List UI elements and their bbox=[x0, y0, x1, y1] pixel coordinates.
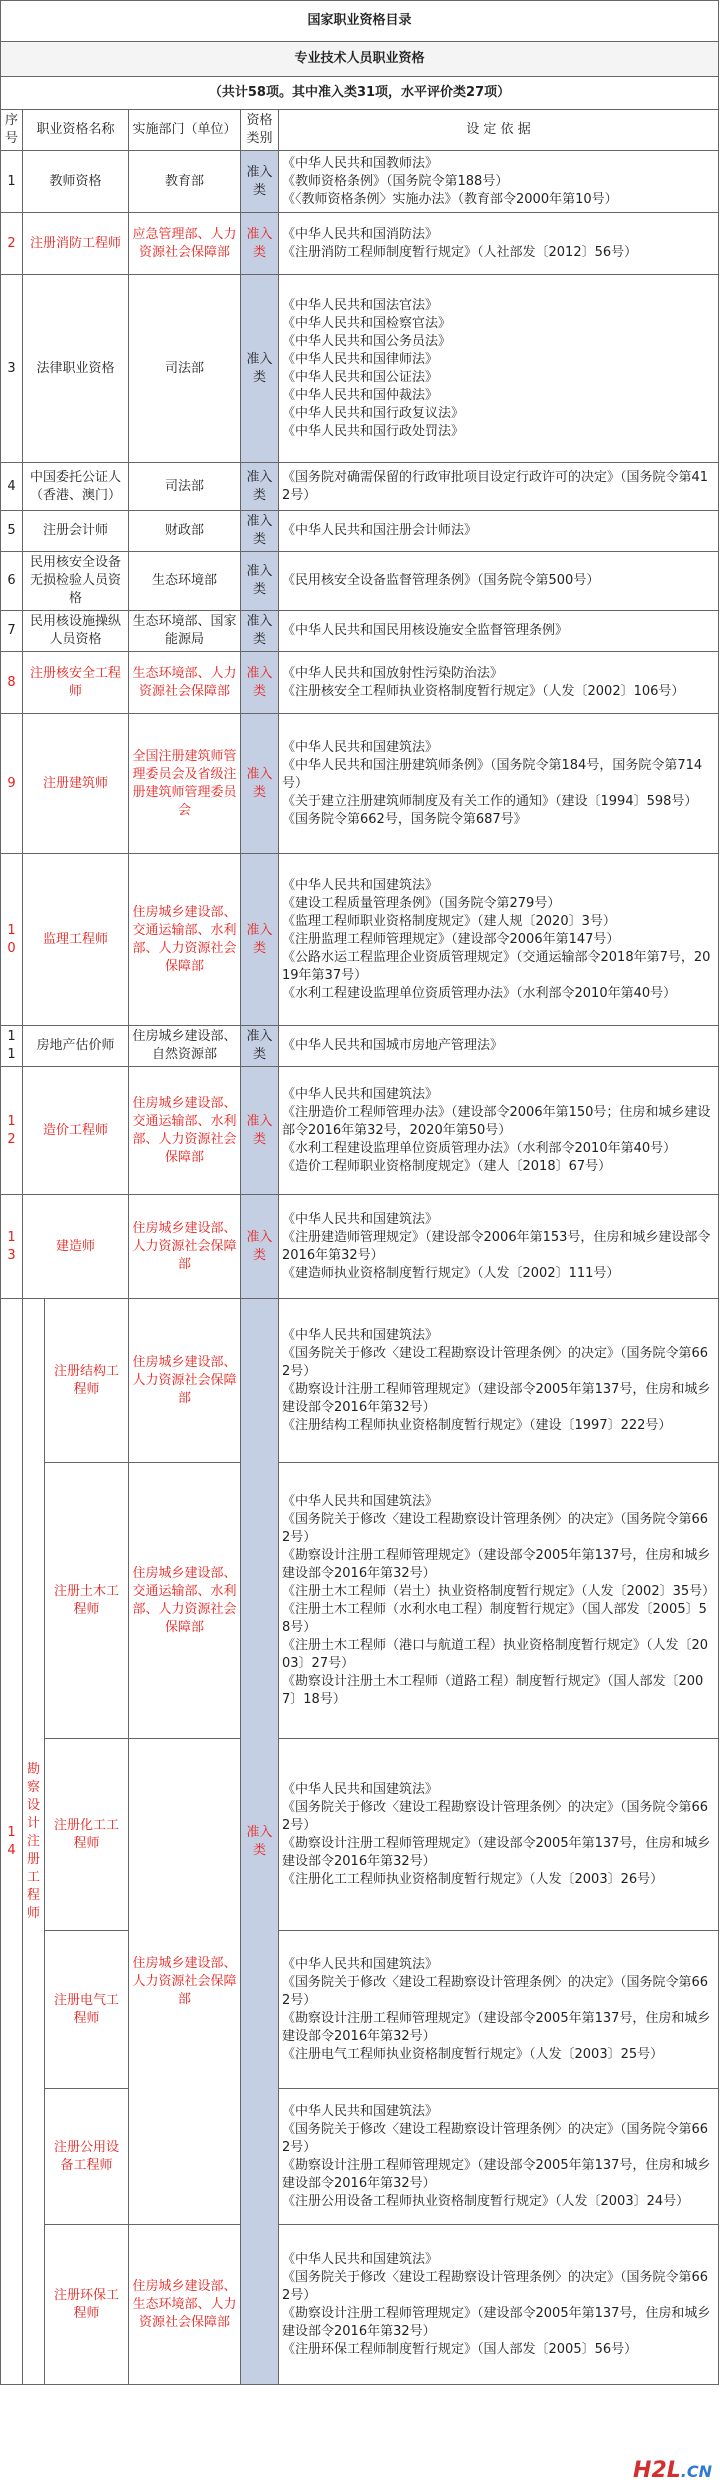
basis-cell bbox=[279, 213, 719, 275]
department: 生态环境部、国家能源局 bbox=[129, 611, 241, 652]
watermark-suffix: .CN bbox=[680, 2462, 712, 2481]
basis-cell bbox=[279, 1299, 719, 1463]
basis-line: 《中华人民共和国建筑法》 bbox=[282, 1493, 439, 1509]
table-row bbox=[1, 611, 719, 652]
basis-cell bbox=[279, 463, 719, 511]
row-number: 11 bbox=[1, 1026, 23, 1067]
basis-line: 《勘察设计注册工程师管理规定》（建设部令2005年第137号，住房和城乡建设部令2016年第32号） bbox=[282, 2305, 711, 2339]
section-subtitle: 专业技术人员职业资格 bbox=[1, 42, 719, 77]
group-name: 勘察设计注册工程师 bbox=[23, 1299, 45, 2385]
qualification-type: 准入类 bbox=[241, 1299, 279, 2385]
summary-line: （共计58项。其中准入类31项，水平评价类27项） bbox=[1, 77, 719, 110]
basis-line: 《中华人民共和国建筑法》 bbox=[282, 739, 439, 755]
row-number: 1 bbox=[1, 151, 23, 213]
basis-line: 《建造师执业资格制度暂行规定》（人发〔2002〕111号） bbox=[282, 1265, 620, 1281]
basis-line: 《中华人民共和国建筑法》 bbox=[282, 1211, 439, 1227]
basis-line: 《建设工程质量管理条例》（国务院令第279号） bbox=[282, 895, 561, 911]
basis-cell bbox=[279, 652, 719, 714]
basis-cell bbox=[279, 1195, 719, 1299]
row-number: 3 bbox=[1, 275, 23, 463]
qualification-name: 中国委托公证人（香港、澳门） bbox=[23, 463, 129, 511]
table-row bbox=[1, 463, 719, 511]
basis-line: 《中华人民共和国法官法》 bbox=[282, 297, 439, 313]
basis-line: 《注册土木工程师（港口与航道工程）执业资格制度暂行规定》（人发〔2003〕27号） bbox=[282, 1637, 709, 1671]
watermark-text: H2L bbox=[633, 2458, 681, 2483]
basis-cell bbox=[279, 511, 719, 552]
department: 财政部 bbox=[129, 511, 241, 552]
basis-line: 《中华人民共和国建筑法》 bbox=[282, 1086, 439, 1102]
table-row bbox=[1, 854, 719, 1026]
basis-line: 《公路水运工程监理企业资质管理规定》（交通运输部令2018年第7号，2019年第37号） bbox=[282, 949, 711, 983]
row-number: 7 bbox=[1, 611, 23, 652]
basis-line: 《中华人民共和国建筑法》 bbox=[282, 1781, 439, 1797]
basis-line: 《国务院关于修改〈建设工程勘察设计管理条例〉的决定》（国务院令第662号） bbox=[282, 1799, 709, 1833]
basis-line: 《监理工程师职业资格制度规定》（建人规〔2020〕3号） bbox=[282, 913, 616, 929]
basis-line: 《勘察设计注册工程师管理规定》（建设部令2005年第137号，住房和城乡建设部令2016年第32号） bbox=[282, 1547, 711, 1581]
qualification-type: 准入类 bbox=[241, 1195, 279, 1299]
basis-line: 《国务院对确需保留的行政审批项目设定行政许可的决定》（国务院令第412号） bbox=[282, 469, 709, 503]
basis-line: 《注册监理工程师管理规定》（建设部令2006年第147号） bbox=[282, 931, 620, 947]
basis-cell bbox=[279, 2225, 719, 2385]
basis-cell bbox=[279, 151, 719, 213]
qualification-type: 准入类 bbox=[241, 511, 279, 552]
basis-line: 《注册化工工程师执业资格制度暂行规定》（人发〔2003〕26号） bbox=[282, 1871, 664, 1887]
basis-line: 《注册公用设备工程师执业资格制度暂行规定》（人发〔2003〕24号） bbox=[282, 2193, 690, 2209]
basis-cell bbox=[279, 1463, 719, 1739]
qualification-name: 建造师 bbox=[23, 1195, 129, 1299]
department: 住房城乡建设部、交通运输部、水利部、人力资源社会保障部 bbox=[129, 1067, 241, 1195]
qualification-name: 注册消防工程师 bbox=[23, 213, 129, 275]
qualification-type: 准入类 bbox=[241, 652, 279, 714]
basis-line: 《中华人民共和国行政处罚法》 bbox=[282, 423, 465, 439]
table-row bbox=[1, 1739, 719, 1931]
table-row bbox=[1, 2089, 719, 2225]
basis-line: 《勘察设计注册工程师管理规定》（建设部令2005年第137号，住房和城乡建设部令2016年第32号） bbox=[282, 2157, 711, 2191]
qualification-type: 准入类 bbox=[241, 611, 279, 652]
qualification-name: 民用核安全设备无损检验人员资格 bbox=[23, 552, 129, 611]
basis-cell bbox=[279, 1931, 719, 2089]
table-row bbox=[1, 1931, 719, 2089]
basis-line: 《国务院关于修改〈建设工程勘察设计管理条例〉的决定》（国务院令第662号） bbox=[282, 1974, 709, 2008]
basis-line: 《国务院令第662号，国务院令第687号》 bbox=[282, 811, 527, 827]
row-number: 4 bbox=[1, 463, 23, 511]
basis-line: 《水利工程建设监理单位资质管理办法》（水利部令2010年第40号） bbox=[282, 1140, 677, 1156]
department: 住房城乡建设部、自然资源部 bbox=[129, 1026, 241, 1067]
basis-cell bbox=[279, 1067, 719, 1195]
table-header bbox=[1, 110, 719, 151]
basis-line: 《〈教师资格条例〉实施办法》（教育部令2000年第10号） bbox=[282, 191, 618, 207]
basis-line: 《中华人民共和国放射性污染防治法》 bbox=[282, 665, 504, 681]
table-row bbox=[1, 1067, 719, 1195]
basis-line: 《注册建造师管理规定》（建设部令2006年第153号，住房和城乡建设部令2016年第32号） bbox=[282, 1229, 711, 1263]
basis-line: 《中华人民共和国注册会计师法》 bbox=[282, 523, 478, 538]
row-number: 14 bbox=[1, 1299, 23, 2385]
basis-line: 《注册环保工程师制度暂行规定》（国人部发〔2005〕56号） bbox=[282, 2341, 638, 2357]
sub-qualification-name: 注册环保工程师 bbox=[45, 2225, 129, 2385]
qualification-type: 准入类 bbox=[241, 714, 279, 854]
basis-line: 《注册土木工程师（水利水电工程）制度暂行规定》（国人部发〔2005〕58号） bbox=[282, 1601, 707, 1635]
row-number: 12 bbox=[1, 1067, 23, 1195]
qualification-name: 注册建筑师 bbox=[23, 714, 129, 854]
basis-line: 《注册电气工程师执业资格制度暂行规定》（人发〔2003〕25号） bbox=[282, 2046, 664, 2062]
basis-line: 《中华人民共和国建筑法》 bbox=[282, 2251, 439, 2267]
basis-cell bbox=[279, 2089, 719, 2225]
department: 住房城乡建设部、人力资源社会保障部 bbox=[129, 1299, 241, 1463]
qualification-name: 监理工程师 bbox=[23, 854, 129, 1026]
department: 住房城乡建设部、人力资源社会保障部 bbox=[129, 1739, 241, 2225]
basis-line: 《中华人民共和国城市房地产管理法》 bbox=[282, 1038, 504, 1053]
qualification-name: 造价工程师 bbox=[23, 1067, 129, 1195]
basis-line: 《中华人民共和国教师法》 bbox=[282, 155, 439, 171]
row-number: 8 bbox=[1, 652, 23, 714]
department: 住房城乡建设部、生态环境部、人力资源社会保障部 bbox=[129, 2225, 241, 2385]
table-row bbox=[1, 151, 719, 213]
row-number: 10 bbox=[1, 854, 23, 1026]
basis-line: 《国务院关于修改〈建设工程勘察设计管理条例〉的决定》（国务院令第662号） bbox=[282, 2269, 709, 2303]
basis-line: 《注册消防工程师制度暂行规定》（人社部发〔2012〕56号） bbox=[282, 244, 638, 260]
basis-line: 《民用核安全设备监督管理条例》（国务院令第500号） bbox=[282, 573, 600, 588]
qualification-type: 准入类 bbox=[241, 151, 279, 213]
watermark-logo bbox=[633, 2458, 712, 2483]
sub-qualification-name: 注册土木工程师 bbox=[45, 1463, 129, 1739]
qualification-name: 房地产估价师 bbox=[23, 1026, 129, 1067]
department: 教育部 bbox=[129, 151, 241, 213]
basis-cell bbox=[279, 1739, 719, 1931]
department: 司法部 bbox=[129, 275, 241, 463]
basis-line: 《国务院关于修改〈建设工程勘察设计管理条例〉的决定》（国务院令第662号） bbox=[282, 1345, 709, 1379]
basis-line: 《中华人民共和国建筑法》 bbox=[282, 877, 439, 893]
row-number: 9 bbox=[1, 714, 23, 854]
basis-line: 《中华人民共和国注册建筑师条例》（国务院令第184号，国务院令第714号） bbox=[282, 757, 703, 791]
qualification-name: 民用核设施操纵人员资格 bbox=[23, 611, 129, 652]
qualification-type: 准入类 bbox=[241, 1026, 279, 1067]
qualification-type: 准入类 bbox=[241, 275, 279, 463]
page-title: 国家职业资格目录 bbox=[1, 1, 719, 42]
basis-line: 《中华人民共和国行政复议法》 bbox=[282, 405, 465, 421]
basis-cell bbox=[279, 552, 719, 611]
basis-line: 《勘察设计注册工程师管理规定》（建设部令2005年第137号，住房和城乡建设部令2016年第32号） bbox=[282, 1835, 711, 1869]
table-row bbox=[1, 714, 719, 854]
header-basis: 设 定 依 据 bbox=[279, 110, 719, 151]
row-number: 13 bbox=[1, 1195, 23, 1299]
basis-line: 《中华人民共和国检察官法》 bbox=[282, 315, 452, 331]
sub-qualification-name: 注册化工工程师 bbox=[45, 1739, 129, 1931]
basis-line: 《中华人民共和国建筑法》 bbox=[282, 1956, 439, 1972]
basis-line: 《中华人民共和国消防法》 bbox=[282, 226, 439, 242]
sub-qualification-name: 注册电气工程师 bbox=[45, 1931, 129, 2089]
table-row bbox=[1, 213, 719, 275]
basis-cell bbox=[279, 1026, 719, 1067]
basis-cell bbox=[279, 714, 719, 854]
qualification-name: 注册会计师 bbox=[23, 511, 129, 552]
basis-line: 《中华人民共和国建筑法》 bbox=[282, 1327, 439, 1343]
qualification-type: 准入类 bbox=[241, 854, 279, 1026]
table-row bbox=[1, 552, 719, 611]
basis-line: 《造价工程师职业资格制度规定》（建人〔2018〕67号） bbox=[282, 1158, 612, 1174]
department: 住房城乡建设部、交通运输部、水利部、人力资源社会保障部 bbox=[129, 1463, 241, 1739]
table-row bbox=[1, 275, 719, 463]
table-row bbox=[1, 1026, 719, 1067]
qualification-name: 注册核安全工程师 bbox=[23, 652, 129, 714]
basis-cell bbox=[279, 611, 719, 652]
basis-line: 《教师资格条例》（国务院令第188号） bbox=[282, 173, 509, 189]
basis-line: 《中华人民共和国律师法》 bbox=[282, 351, 439, 367]
department: 生态环境部、人力资源社会保障部 bbox=[129, 652, 241, 714]
qualification-type: 准入类 bbox=[241, 552, 279, 611]
qualification-type: 准入类 bbox=[241, 1067, 279, 1195]
sub-qualification-name: 注册结构工程师 bbox=[45, 1299, 129, 1463]
department: 司法部 bbox=[129, 463, 241, 511]
header-no: 序号 bbox=[1, 110, 23, 151]
basis-line: 《中华人民共和国仲裁法》 bbox=[282, 387, 439, 403]
basis-line: 《勘察设计注册土木工程师（道路工程）制度暂行规定》（国人部发〔2007〕18号） bbox=[282, 1673, 704, 1707]
basis-line: 《关于建立注册建筑师制度及有关工作的通知》（建设〔1994〕598号） bbox=[282, 793, 698, 809]
department: 应急管理部、人力资源社会保障部 bbox=[129, 213, 241, 275]
basis-line: 《勘察设计注册工程师管理规定》（建设部令2005年第137号，住房和城乡建设部令2016年第32号） bbox=[282, 2010, 711, 2044]
basis-line: 《中华人民共和国民用核设施安全监督管理条例》 bbox=[282, 623, 569, 638]
basis-line: 《勘察设计注册工程师管理规定》（建设部令2005年第137号，住房和城乡建设部令2016年第32号） bbox=[282, 1381, 711, 1415]
basis-cell bbox=[279, 275, 719, 463]
header-name: 职业资格名称 bbox=[23, 110, 129, 151]
table-row bbox=[1, 1299, 719, 1463]
qualification-type: 准入类 bbox=[241, 213, 279, 275]
basis-line: 《水利工程建设监理单位资质管理办法》（水利部令2010年第40号） bbox=[282, 985, 677, 1001]
header-type: 资格类别 bbox=[241, 110, 279, 151]
table-row bbox=[1, 511, 719, 552]
header-dept: 实施部门（单位） bbox=[129, 110, 241, 151]
table-row bbox=[1, 652, 719, 714]
qualification-name: 法律职业资格 bbox=[23, 275, 129, 463]
department: 住房城乡建设部、人力资源社会保障部 bbox=[129, 1195, 241, 1299]
row-number: 2 bbox=[1, 213, 23, 275]
basis-line: 《注册土木工程师（岩土）执业资格制度暂行规定》（人发〔2002〕35号） bbox=[282, 1583, 716, 1599]
basis-line: 《中华人民共和国公务员法》 bbox=[282, 333, 452, 349]
basis-line: 《中华人民共和国建筑法》 bbox=[282, 2103, 439, 2119]
row-number: 5 bbox=[1, 511, 23, 552]
basis-line: 《注册结构工程师执业资格制度暂行规定》（建设〔1997〕222号） bbox=[282, 1417, 672, 1433]
department: 住房城乡建设部、交通运输部、水利部、人力资源社会保障部 bbox=[129, 854, 241, 1026]
basis-cell bbox=[279, 854, 719, 1026]
basis-line: 《注册核安全工程师执业资格制度暂行规定》（人发〔2002〕106号） bbox=[282, 683, 685, 699]
department: 全国注册建筑师管理委员会及省级注册建筑师管理委员会 bbox=[129, 714, 241, 854]
sub-qualification-name: 注册公用设备工程师 bbox=[45, 2089, 129, 2225]
basis-line: 《中华人民共和国公证法》 bbox=[282, 369, 439, 385]
basis-line: 《国务院关于修改〈建设工程勘察设计管理条例〉的决定》（国务院令第662号） bbox=[282, 2121, 709, 2155]
row-number: 6 bbox=[1, 552, 23, 611]
qualification-name: 教师资格 bbox=[23, 151, 129, 213]
table-row bbox=[1, 1195, 719, 1299]
table-row bbox=[1, 2225, 719, 2385]
table-row bbox=[1, 1463, 719, 1739]
qualification-type: 准入类 bbox=[241, 463, 279, 511]
department: 生态环境部 bbox=[129, 552, 241, 611]
basis-line: 《国务院关于修改〈建设工程勘察设计管理条例〉的决定》（国务院令第662号） bbox=[282, 1511, 709, 1545]
basis-line: 《注册造价工程师管理办法》（建设部令2006年第150号；住房和城乡建设部令2016年第32号，2020年第50号） bbox=[282, 1104, 711, 1138]
